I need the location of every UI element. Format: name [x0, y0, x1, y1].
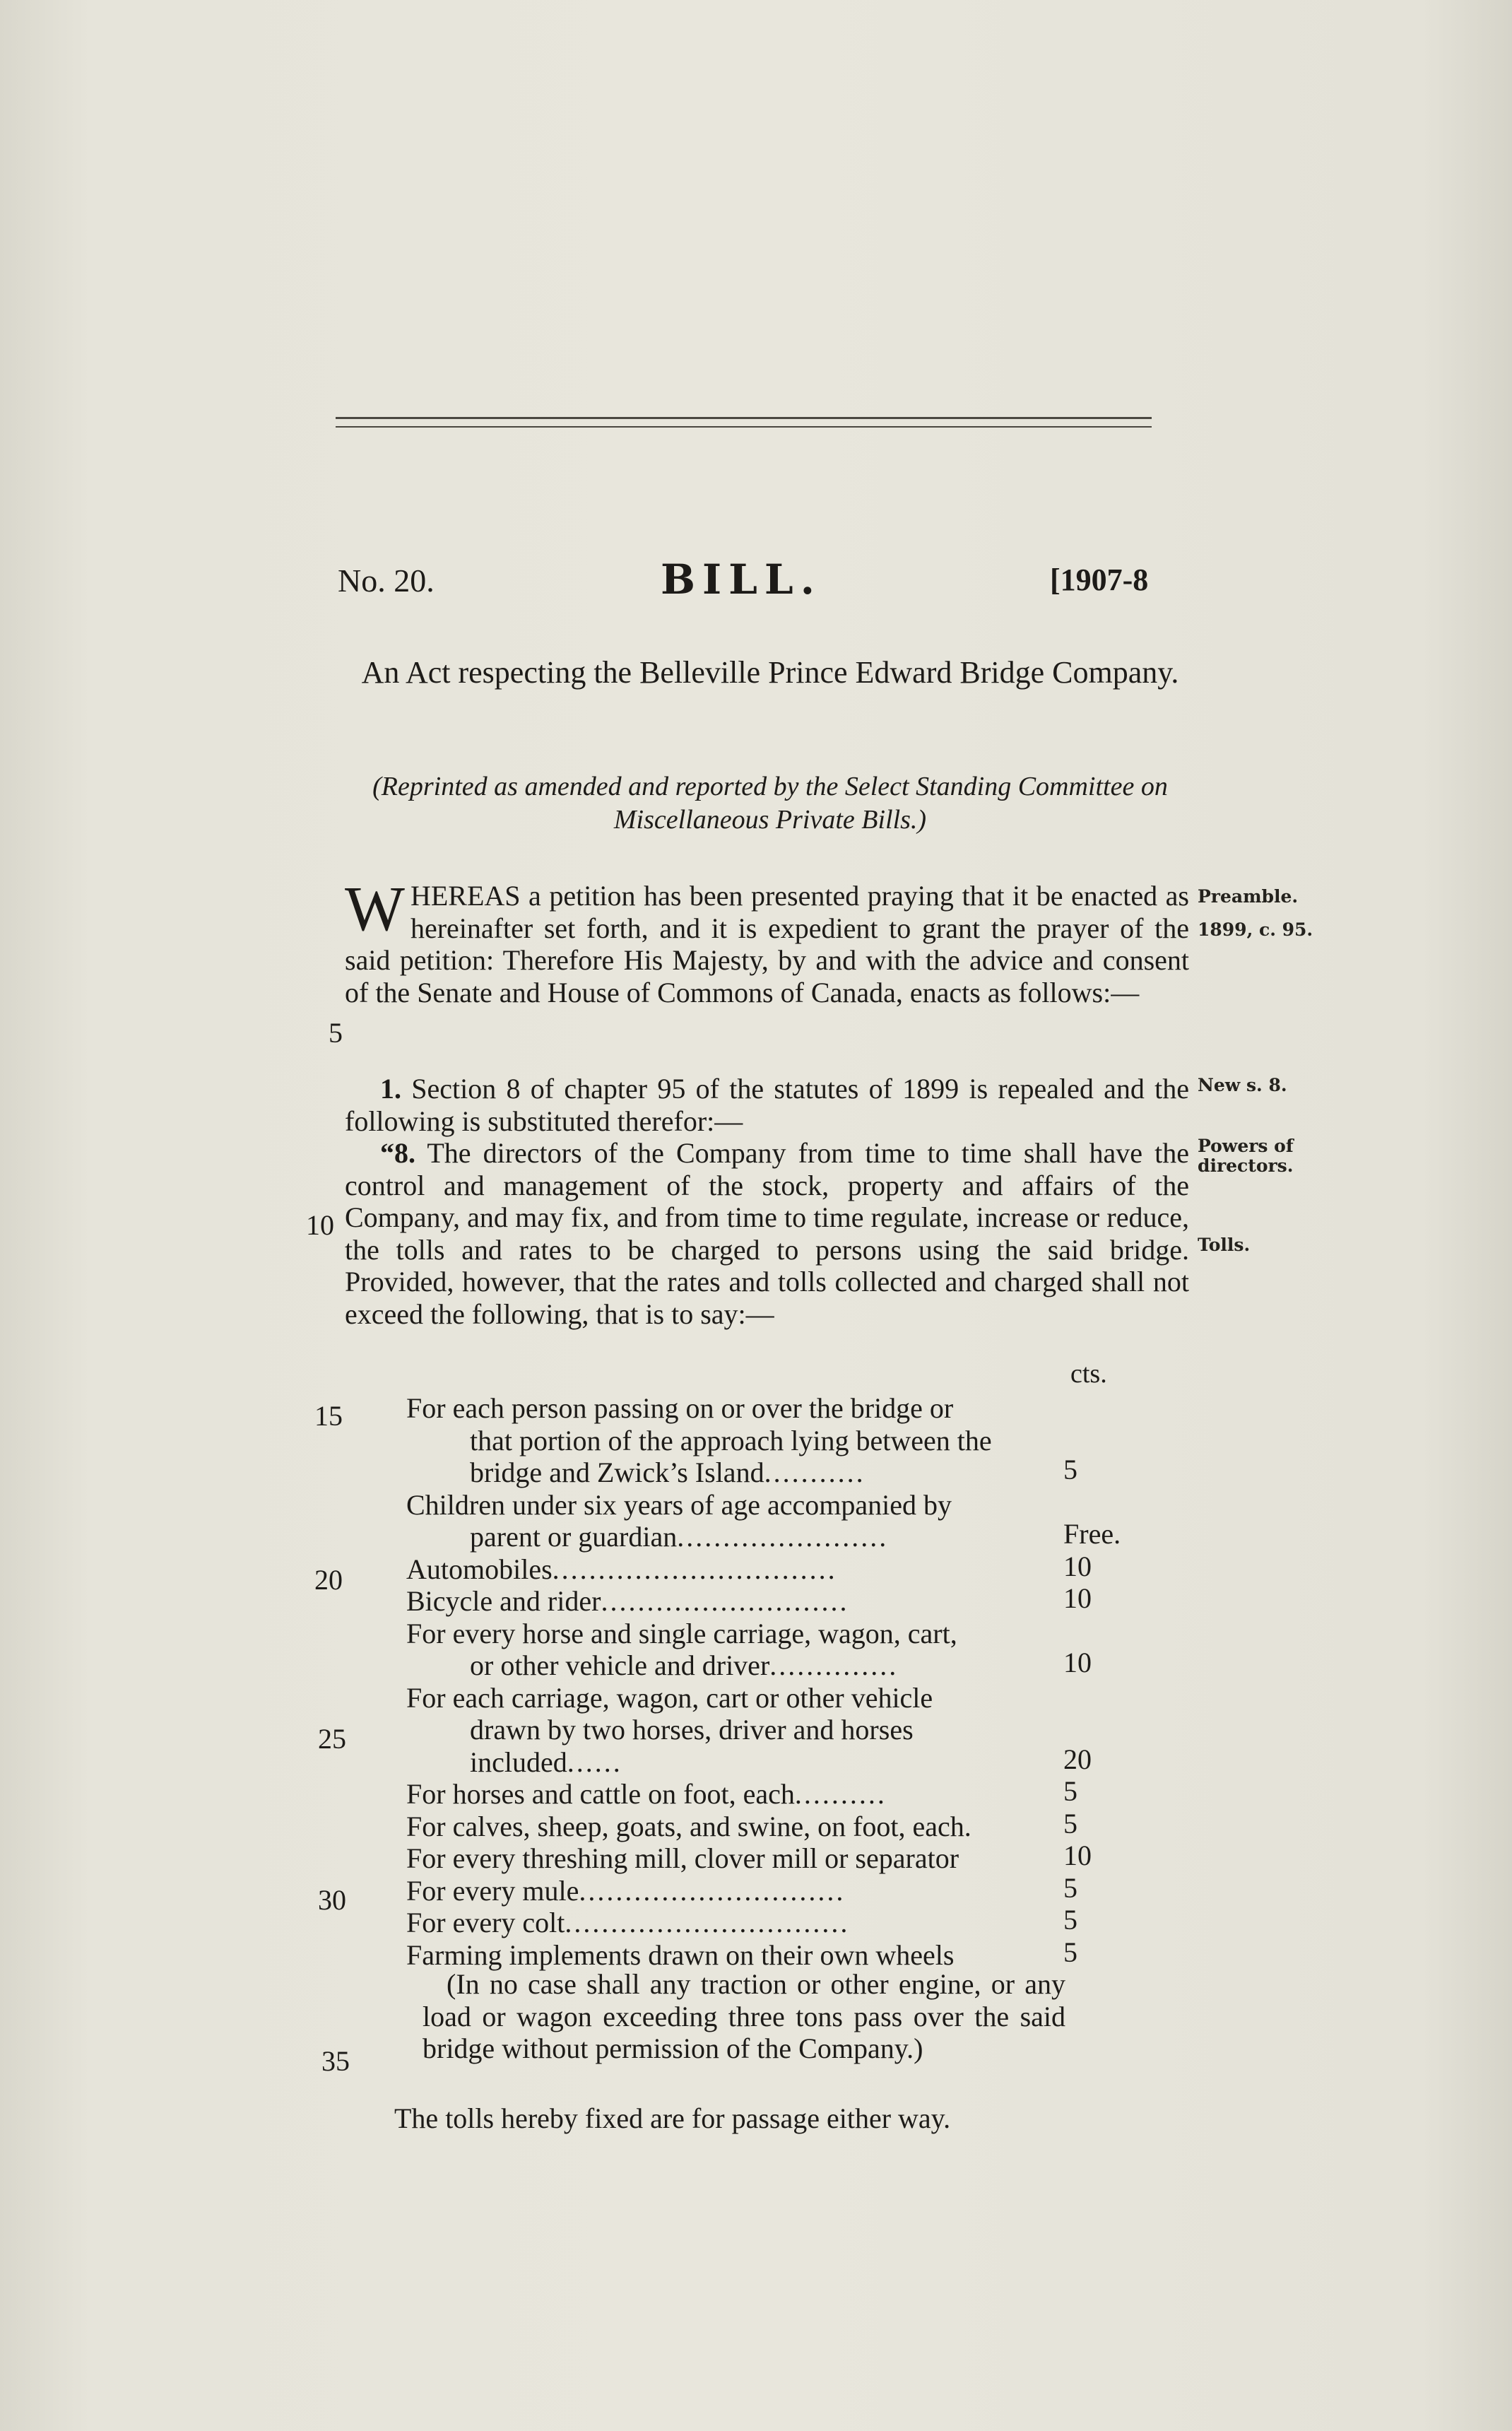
toll-amount: 5 — [1063, 1454, 1077, 1485]
toll-row — [406, 1904, 1141, 1939]
section-1-text: Section 8 of chapter 95 of the statutes of 1899 is repealed and the following is substituted therefor:— — [345, 1073, 1190, 1137]
toll-label: Bicycle and rider........................... — [406, 1585, 849, 1617]
toll-label: Automobiles............................... — [406, 1553, 837, 1585]
toll-row — [406, 1842, 1141, 1875]
section-8-text: The directors of the Company from time to time shall have the control and management of the stock, property and affairs of the Company, and may fix, and from time to time regulate, increase or reduce, the tolls and rates to be charged to persons using the said bridge. Provided, however, that the rates and tolls collected and charged shall not exceed the following, that is to say:— — [345, 1137, 1190, 1330]
toll-amount: 10 — [1063, 1550, 1092, 1582]
toll-label-continued: that portion of the approach lying between the bridge and Zwick’s Island........... — [470, 1424, 992, 1488]
toll-amount: Free. — [1063, 1518, 1121, 1550]
toll-row — [406, 1775, 1141, 1811]
margin-note-preamble: Preamble. — [1198, 886, 1299, 907]
toll-row — [406, 1682, 1141, 1779]
toll-label: For every mule............................. — [406, 1874, 846, 1907]
closing-line: The tolls hereby fixed are for passage either way. — [394, 2102, 951, 2134]
section-1-paragraph — [345, 1073, 1189, 1137]
toll-row — [406, 1392, 1141, 1489]
subsection-number: “8. — [380, 1137, 415, 1169]
toll-label: For each person passing on or over the bridge or — [406, 1392, 954, 1424]
toll-label: Farming implements drawn on their own wheels — [406, 1938, 955, 1971]
section-number: 1. — [380, 1073, 401, 1105]
line-number: 10 — [306, 1209, 334, 1241]
section-1 — [345, 1073, 1189, 1330]
traction-engine-note — [423, 1968, 1065, 2065]
section-8-paragraph — [345, 1137, 1189, 1330]
line-number: 15 — [314, 1400, 343, 1432]
act-title: An Act respecting the Belleville Prince Edward Bridge Company. — [361, 655, 1179, 690]
preamble-paragraph — [345, 874, 1189, 1008]
toll-amount: 5 — [1063, 1936, 1077, 1968]
toll-amount: 10 — [1063, 1582, 1092, 1614]
toll-label-continued: or other vehicle and driver.............. — [470, 1649, 899, 1681]
top-rule — [336, 417, 1152, 419]
toll-label-continued: drawn by two horses, driver and horses included...... — [470, 1714, 914, 1778]
toll-amount: 10 — [1063, 1647, 1092, 1678]
line-number: 25 — [318, 1723, 346, 1755]
toll-label: For horses and cattle on foot, each.......... — [406, 1778, 887, 1810]
toll-amount: 5 — [1063, 1775, 1077, 1807]
margin-note-citation: 1899, c. 95. — [1198, 919, 1313, 940]
toll-row — [406, 1550, 1141, 1586]
preamble-text: HEREAS a petition has been presented praying that it be enacted as hereinafter set forth, and it is expedient to grant the prayer of the said petition: Therefore His Majesty, by and with the advice and consent of the Senate and House of Commons of Canada, enacts as follows:— — [345, 880, 1189, 1008]
tolls-table — [406, 1392, 1141, 1971]
toll-amount: 20 — [1063, 1743, 1092, 1775]
line-number: 35 — [321, 2045, 350, 2077]
bill-heading: BILL. — [661, 555, 822, 604]
top-rule-secondary — [336, 426, 1152, 428]
toll-row — [406, 1618, 1141, 1682]
tolls-unit-header: cts. — [1070, 1359, 1107, 1389]
toll-label: For every threshing mill, clover mill or separator — [406, 1842, 959, 1874]
bill-number: No. 20. — [338, 563, 435, 599]
toll-row — [406, 1489, 1141, 1553]
toll-label: For calves, sheep, goats, and swine, on foot, each. — [406, 1810, 971, 1842]
toll-row — [406, 1936, 1141, 1972]
toll-row — [406, 1582, 1141, 1618]
toll-amount: 5 — [1063, 1904, 1077, 1936]
margin-note-tolls: Tolls. — [1198, 1235, 1251, 1255]
session-year: [1907-8 — [1050, 563, 1149, 597]
toll-amount: 10 — [1063, 1840, 1092, 1871]
reprint-note: (Reprinted as amended and reported by the Select Standing Committee on Miscellaneous Private Bills.) — [372, 772, 1168, 835]
toll-label: For every horse and single carriage, wagon, cart, — [406, 1617, 957, 1649]
toll-row — [406, 1871, 1141, 1907]
line-number: 20 — [314, 1564, 343, 1596]
line-number: 30 — [318, 1884, 346, 1916]
toll-amount: 5 — [1063, 1807, 1077, 1840]
toll-label-continued: parent or guardian....................... — [470, 1521, 889, 1553]
line-number: 5 — [329, 1017, 343, 1049]
drop-cap: W — [345, 874, 405, 944]
toll-label: For each carriage, wagon, cart or other vehicle — [406, 1681, 933, 1714]
margin-note-new-section: New s. 8. — [1198, 1075, 1287, 1095]
toll-label: Children under six years of age accompanied by — [406, 1488, 952, 1521]
margin-note-powers: Powers of directors. — [1198, 1136, 1294, 1176]
toll-amount: 5 — [1063, 1871, 1077, 1904]
toll-label: For every colt............................... — [406, 1907, 850, 1938]
toll-row — [406, 1807, 1141, 1843]
traction-note-text: (In no case shall any traction or other engine, or any load or wagon exceeding three tons pass over the said bridge without permission of the Company.) — [423, 1968, 1065, 2064]
